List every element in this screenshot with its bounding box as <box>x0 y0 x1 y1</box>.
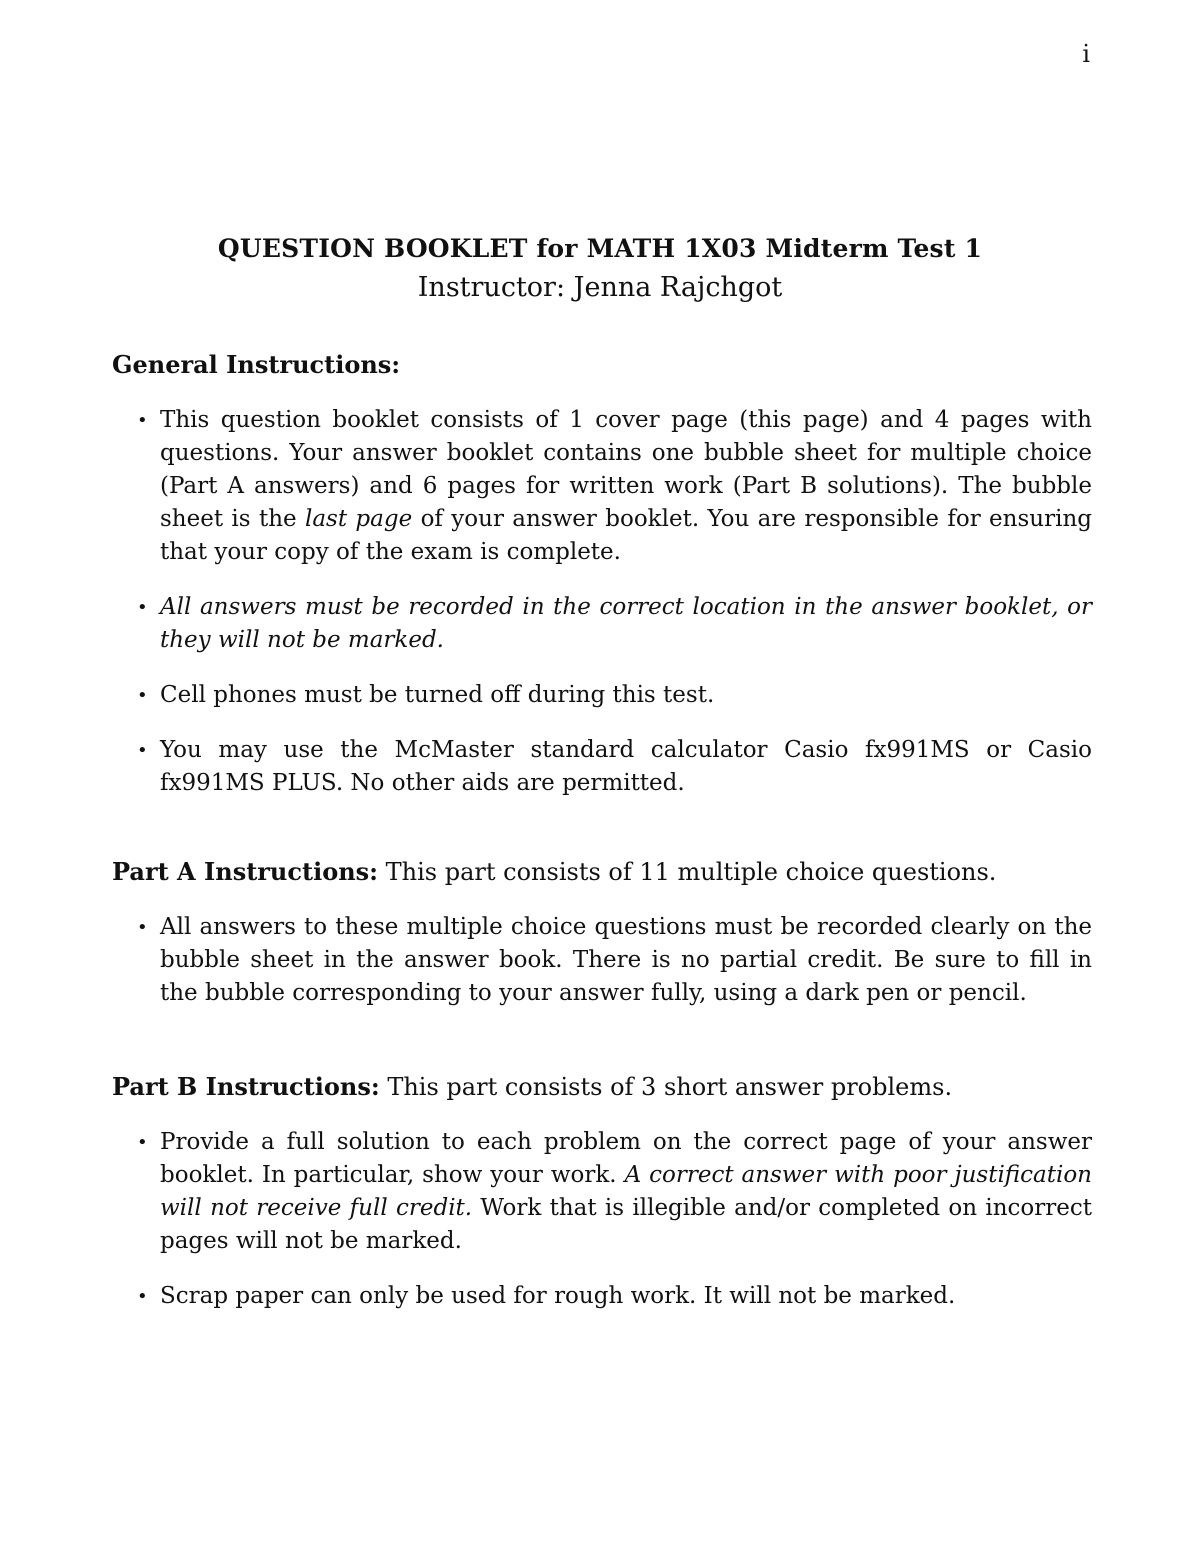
item-text: You may use the McMaster standard calculator Casio fx991MS or Casio fx991MS PLUS. No other aids are permitted. <box>160 737 1092 796</box>
item-text: Scrap paper can only be used for rough work. It will not be marked. <box>160 1283 956 1309</box>
list-item <box>112 734 1092 800</box>
part-a-heading: Part A Instructions: This part consists of 11 multiple choice questions. <box>112 857 997 886</box>
bullet-icon: • <box>137 740 148 761</box>
part-a-list <box>112 911 1092 1010</box>
general-instructions-list <box>112 404 1092 800</box>
list-item <box>112 1280 1092 1313</box>
part-b-section <box>112 1070 1092 1335</box>
item-text: Cell phones must be turned off during this test. <box>160 682 715 708</box>
list-item <box>112 1126 1092 1258</box>
list-item <box>112 404 1092 569</box>
instructor-line: Instructor: Jenna Rajchgot <box>417 272 783 303</box>
general-instructions-section <box>112 348 1092 822</box>
part-b-list <box>112 1126 1092 1313</box>
page-number: i <box>1082 40 1090 68</box>
part-b-intro: This part consists of 3 short answer problems. <box>379 1073 953 1101</box>
bullet-icon: • <box>137 917 148 938</box>
part-b-heading: Part B Instructions: This part consists of 3 short answer problems. <box>112 1072 953 1101</box>
document-title: QUESTION BOOKLET for MATH 1X03 Midterm Test 1 <box>217 234 983 263</box>
item-emphasis: last page <box>304 506 413 532</box>
item-emphasis: All answers must be recorded in the correct location in the answer booklet, or they will not be marked. <box>160 594 1092 653</box>
item-emphasis: A correct answer with poor justification will not receive full credit. <box>160 1162 1092 1221</box>
bullet-icon: • <box>137 685 148 706</box>
bullet-icon: • <box>137 597 148 618</box>
item-text: Provide a full solution to each problem on the correct page of your answer booklet. In particular, show your work. <box>160 1129 1092 1188</box>
general-instructions-heading: General Instructions: <box>112 350 401 379</box>
bullet-icon: • <box>137 1132 148 1153</box>
item-text: This question booklet consists of 1 cover page (this page) and 4 pages with questions. Your answer booklet contains one bubble sheet for multiple choice (Part A answers) and 6 pages for written work (Part B solutions). The bubble sheet is the <box>160 407 1092 532</box>
part-a-section <box>112 855 1092 1010</box>
title-block <box>0 232 1200 308</box>
item-text: of your answer booklet. You are responsible for ensuring that your copy of the exam is complete. <box>160 506 1092 565</box>
item-text: Work that is illegible and/or completed on incorrect pages will not be marked. <box>160 1195 1092 1254</box>
bullet-icon: • <box>137 1286 148 1307</box>
part-a-intro: This part consists of 11 multiple choice questions. <box>378 858 997 886</box>
list-item <box>112 911 1092 1010</box>
list-item <box>112 591 1092 657</box>
item-text: All answers to these multiple choice questions must be recorded clearly on the bubble sheet in the answer book. There is no partial credit. Be sure to fill in the bubble corresponding to your answer fully, using a dark pen or pencil. <box>160 914 1092 1006</box>
list-item <box>112 679 1092 712</box>
bullet-icon: • <box>137 410 148 431</box>
